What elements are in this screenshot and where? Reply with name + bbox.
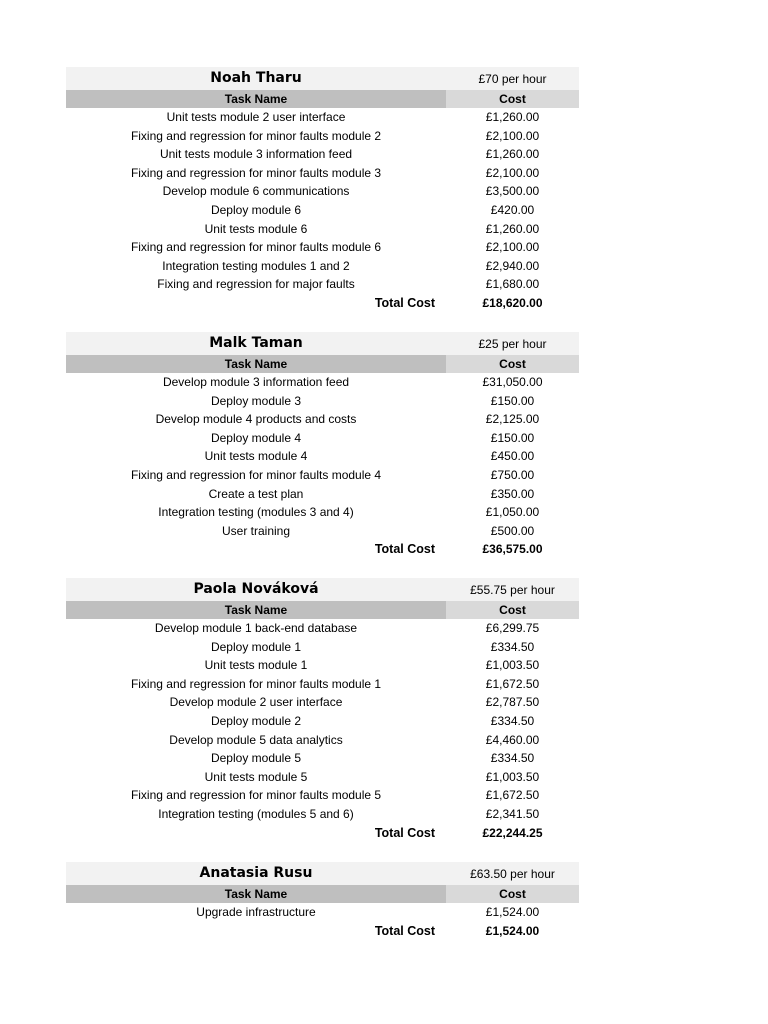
task-cost: £450.00 [490, 449, 535, 464]
task-row [66, 619, 579, 638]
column-header-row [66, 355, 579, 373]
task-name: Fixing and regression for minor faults module 3 [130, 165, 382, 180]
task-cost: £334.50 [490, 713, 535, 728]
person-name: Noah Tharu [210, 70, 302, 86]
task-name: Develop module 4 products and costs [155, 412, 357, 427]
task-name-header: Task Name [66, 601, 446, 619]
task-row [66, 903, 579, 922]
hourly-rate: £25 per hour [478, 337, 547, 351]
task-name-header: Task Name [66, 90, 446, 108]
task-row [66, 768, 579, 787]
task-cost: £2,940.00 [485, 258, 540, 273]
task-name: Fixing and regression for minor faults module 4 [130, 467, 382, 482]
task-name: Unit tests module 3 information feed [159, 147, 353, 162]
person-block [66, 67, 579, 313]
task-row [66, 656, 579, 675]
total-value: £1,524.00 [485, 923, 540, 938]
task-name: Deploy module 1 [210, 639, 302, 654]
task-row [66, 127, 579, 146]
task-cost: £420.00 [490, 202, 535, 217]
cost-header: Cost [446, 885, 579, 903]
task-cost: £1,524.00 [485, 905, 540, 919]
cost-header: Cost [446, 90, 579, 108]
task-cost: £500.00 [490, 523, 535, 538]
total-label: Total Cost [374, 295, 435, 310]
task-row [66, 485, 579, 504]
task-cost: £2,125.00 [485, 412, 540, 427]
task-row [66, 693, 579, 712]
task-cost: £150.00 [490, 430, 535, 445]
task-name: Develop module 5 data analytics [169, 732, 343, 747]
cost-header: Cost [446, 601, 579, 619]
task-row [66, 201, 579, 220]
task-cost: £750.00 [490, 467, 535, 482]
cost-header: Cost [446, 355, 579, 373]
column-header-row [66, 885, 579, 903]
person-block [66, 332, 579, 559]
total-row [66, 294, 579, 313]
task-cost: £2,787.50 [485, 695, 540, 710]
person-block [66, 578, 579, 843]
task-name: Unit tests module 2 user interface [166, 110, 346, 124]
total-value: £22,244.25 [482, 825, 543, 840]
task-name: Fixing and regression for minor faults module 1 [130, 676, 382, 691]
total-row [66, 922, 579, 941]
task-row [66, 410, 579, 429]
task-cost: £1,672.50 [485, 788, 540, 803]
person-name: Malk Taman [209, 335, 303, 351]
total-label: Total Cost [374, 923, 435, 938]
task-name: Fixing and regression for minor faults module 2 [130, 128, 382, 143]
task-row [66, 182, 579, 201]
task-name: Unit tests module 1 [204, 658, 308, 673]
task-name: Fixing and regression for major faults [157, 277, 355, 292]
person-block [66, 862, 579, 941]
total-row [66, 540, 579, 559]
task-cost: £350.00 [490, 486, 535, 501]
task-cost: £6,299.75 [485, 621, 540, 635]
task-cost: £1,003.50 [485, 658, 540, 673]
task-name-header: Task Name [66, 355, 446, 373]
task-cost: £1,672.50 [485, 676, 540, 691]
task-name: Integration testing modules 1 and 2 [162, 258, 350, 273]
task-row [66, 429, 579, 448]
task-cost: £2,100.00 [485, 128, 540, 143]
person-header [66, 862, 579, 885]
task-row [66, 447, 579, 466]
task-row [66, 145, 579, 164]
task-row [66, 805, 579, 824]
task-row [66, 164, 579, 183]
person-header [66, 578, 579, 601]
task-row [66, 220, 579, 239]
task-row [66, 503, 579, 522]
task-name: Deploy module 4 [210, 430, 302, 445]
person-header [66, 67, 579, 90]
total-value: £18,620.00 [482, 295, 543, 310]
column-header-row [66, 90, 579, 108]
task-name: Develop module 6 communications [162, 184, 350, 199]
task-name: Develop module 2 user interface [169, 695, 343, 710]
person-header [66, 332, 579, 355]
task-cost: £334.50 [490, 751, 535, 766]
task-row [66, 675, 579, 694]
task-name: Unit tests module 5 [204, 769, 308, 784]
person-name: Anatasia Rusu [199, 865, 313, 881]
column-header-row [66, 601, 579, 619]
task-name: User training [221, 523, 291, 538]
person-name: Paola Nováková [193, 581, 319, 597]
task-name: Integration testing (modules 5 and 6) [158, 806, 354, 821]
task-row [66, 238, 579, 257]
task-row [66, 108, 579, 127]
task-row [66, 392, 579, 411]
task-cost: £150.00 [490, 393, 535, 408]
task-cost: £31,050.00 [482, 375, 543, 389]
task-name: Develop module 1 back-end database [154, 621, 358, 635]
task-cost: £334.50 [490, 639, 535, 654]
task-cost: £4,460.00 [485, 732, 540, 747]
total-label: Total Cost [374, 825, 435, 840]
task-row [66, 712, 579, 731]
task-row [66, 373, 579, 392]
task-row [66, 522, 579, 541]
task-name: Deploy module 6 [210, 202, 302, 217]
task-cost: £1,260.00 [485, 221, 540, 236]
task-name: Fixing and regression for minor faults module 6 [130, 240, 382, 255]
task-name: Unit tests module 6 [204, 221, 308, 236]
task-row [66, 786, 579, 805]
task-row [66, 749, 579, 768]
task-row [66, 275, 579, 294]
task-row [66, 257, 579, 276]
task-name: Unit tests module 4 [204, 449, 308, 464]
task-cost: £3,500.00 [485, 184, 540, 199]
task-cost: £1,260.00 [485, 110, 540, 124]
task-name: Deploy module 2 [210, 713, 302, 728]
task-name: Create a test plan [208, 486, 304, 501]
task-row [66, 638, 579, 657]
hourly-rate: £70 per hour [478, 72, 547, 86]
total-value: £36,575.00 [482, 542, 543, 557]
hourly-rate: £63.50 per hour [470, 867, 555, 881]
task-row [66, 466, 579, 485]
hourly-rate: £55.75 per hour [470, 583, 555, 597]
task-cost: £2,100.00 [485, 165, 540, 180]
task-cost: £2,341.50 [485, 806, 540, 821]
total-label: Total Cost [374, 542, 435, 557]
total-row [66, 824, 579, 843]
task-cost: £2,100.00 [485, 240, 540, 255]
task-name: Develop module 3 information feed [162, 375, 350, 389]
task-name: Fixing and regression for minor faults module 5 [130, 788, 382, 803]
task-cost: £1,050.00 [485, 505, 540, 520]
task-row [66, 731, 579, 750]
task-name-header: Task Name [66, 885, 446, 903]
task-name: Integration testing (modules 3 and 4) [158, 505, 354, 520]
task-name: Deploy module 3 [210, 393, 302, 408]
task-cost: £1,003.50 [485, 769, 540, 784]
task-name: Upgrade infrastructure [196, 905, 316, 919]
task-name: Deploy module 5 [210, 751, 302, 766]
task-cost: £1,260.00 [485, 147, 540, 162]
task-cost: £1,680.00 [485, 277, 540, 292]
